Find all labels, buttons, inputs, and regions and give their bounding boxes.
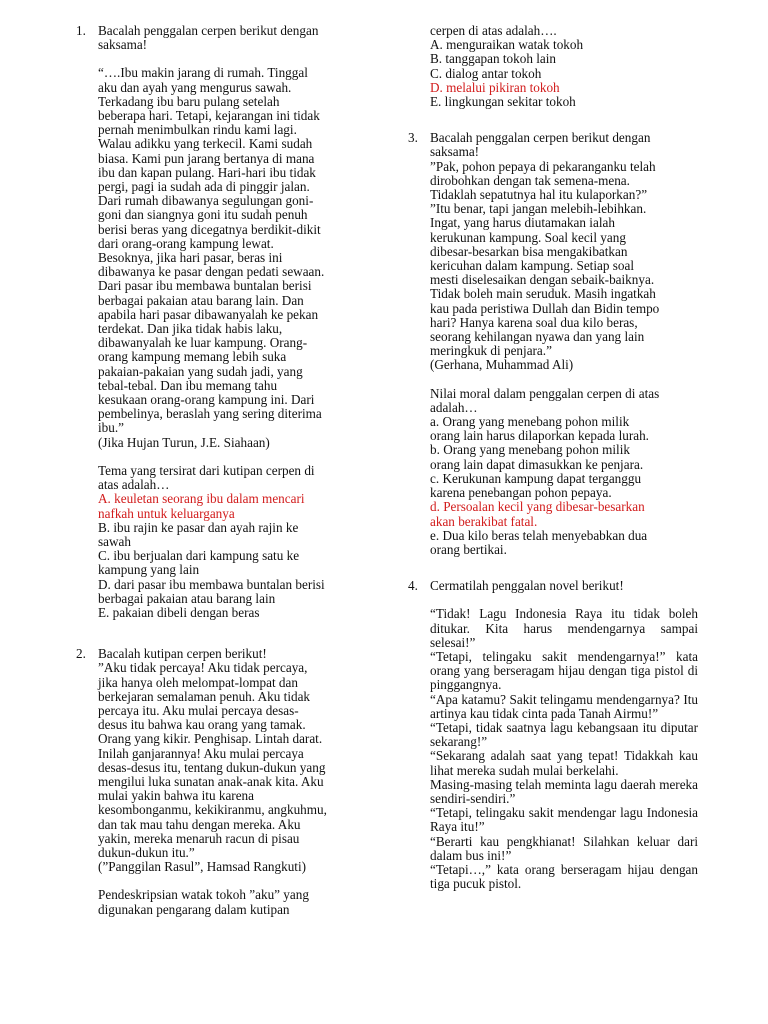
right-column xyxy=(408,24,698,891)
answer-option-e: E. pakaian dibeli dengan beras xyxy=(98,604,260,620)
question-2 xyxy=(76,647,366,917)
dialogue-line: “Tetapi…,” kata orang berseragam hijau dengan tiga pucuk pistol. xyxy=(430,861,698,892)
question-prompt: Bacalah penggalan cerpen berikut dengan saksama! xyxy=(98,23,319,53)
answer-option-e: E. lingkungan sekitar tokoh xyxy=(430,94,576,110)
question-number: 3. xyxy=(408,130,418,146)
answer-option-c: c. Kerukunan kampung dapat terganggu karena penebangan pohon pepaya. xyxy=(430,470,642,501)
story-passage: “….Ibu makin jarang di rumah. Tinggal aku dan ayah yang mengurus sawah. Terkadang ibu baru pulang setelah beberapa hari. Tetapi, kejarangan ini tidak pernah menimbulkan rindu kami lagi. Walau adikku yang terkecil. Kami sudah biasa. Kami pun jarang bertanya di mana ibu dan kapan pulang. Hari-hari ibu tidak pergi, pagi ia sudah ada di pinggir jalan. Dari rumah dibawanya segulungan goni- goni dan siangnya goni itu sudah penuh berisi beras yang dicegatnya berdikit-dikit dari orang-orang kampung lewat. Besoknya, jika hari pasar, beras ini dibawanya ke pasar dengan pedati sewaan. Dari pasar ibu membawa buntalan berisi berbagai pakaian atau barang lain. Dan apabila hari pasar dibawanyalah ke pekan terdekat. Dan jika tidak habis laku, dibawanyalah ke luar kampung. Orang- orang kampung memang lebih suka pakaian-pakaian yang sudah jadi, yang tebal-tebal. Dan ibu memang tahu kesukaan orang-orang kampung ini. Dari pembelinya, beraslah yang sering diterima ibu.” xyxy=(98,65,325,436)
answer-option-d: D. melalui pikiran tokoh xyxy=(430,79,560,95)
dialogue-line: “Berarti kau pengkhianat! Silahkan keluar dari dalam bus ini!” xyxy=(430,833,698,863)
passage-source: (Gerhana, Muhammad Ali) xyxy=(430,357,574,373)
answer-option-e: e. Dua kilo beras telah menyebabkan dua orang bertikai. xyxy=(430,527,648,557)
question-prompt: Cermatilah penggalan novel berikut! xyxy=(430,578,624,594)
question-text: cerpen di atas adalah…. xyxy=(430,23,557,38)
answer-option-a: A. keuletan seorang ibu dalam mencari nafkah untuk keluarganya xyxy=(98,491,305,521)
question-1 xyxy=(76,24,366,620)
answer-option-c: C. ibu berjualan dari kampung satu ke kampung yang lain xyxy=(98,548,300,578)
question-2-continued xyxy=(408,24,698,109)
dialogue-line: “Tetapi, telingaku sakit mendengar lagu Indonesia Raya itu!” xyxy=(430,805,698,835)
question-number: 4. xyxy=(408,578,418,594)
left-column xyxy=(76,24,366,917)
dialogue-line: “Tidak! Lagu Indonesia Raya itu tidak boleh ditukar. Kita harus mendengarnya sampai selesai!” xyxy=(430,606,698,650)
dialogue-line: “Sekarang adalah saat yang tepat! Tidakkah kau lihat mereka sudah mulai berkelahi. xyxy=(430,748,698,778)
question-prompt: Bacalah penggalan cerpen berikut dengan saksama! xyxy=(430,130,651,160)
dialogue-line: “Tetapi, tidak saatnya lagu kebangsaan itu diputar sekarang!” xyxy=(430,719,698,750)
question-number: 2. xyxy=(76,646,86,662)
answer-option-c: C. dialog antar tokoh xyxy=(430,65,542,81)
passage-source: (”Panggilan Rasul”, Hamsad Rangkuti) xyxy=(98,859,307,875)
dialogue-line: “Tetapi, telingaku sakit mendengarnya!” kata orang yang berseragam hijau dengan tiga pistol di pinggangnya. xyxy=(430,648,698,693)
question-text: Pendeskripsian watak tokoh ”aku” yang digunakan pengarang dalam kutipan xyxy=(98,887,309,917)
answer-option-b: b. Orang yang menebang pohon milik orang lain dapat dimasukkan ke penjara. xyxy=(430,442,644,472)
answer-option-b: B. ibu rajin ke pasar dan ayah rajin ke sawah xyxy=(98,519,299,549)
dialogue-line: Masing-masing telah meminta lagu daerah mereka sendiri-sendiri.” xyxy=(430,776,698,806)
answer-option-d: D. dari pasar ibu membawa buntalan berisi berbagai pakaian atau barang lain xyxy=(98,576,325,606)
answer-option-b: B. tanggapan tokoh lain xyxy=(430,51,556,67)
answer-option-d: d. Persoalan kecil yang dibesar-besarkan akan berakibat fatal. xyxy=(430,499,645,529)
answer-option-a: a. Orang yang menebang pohon milik orang lain harus dilaporkan kepada lurah. xyxy=(430,414,649,444)
dialogue-line: “Apa katamu? Sakit telingamu mendengarnya? Itu artinya kau tidak cinta pada Tanah Airmu!” xyxy=(430,691,698,721)
story-passage: ”Pak, pohon pepaya di pekaranganku telah dirobohkan dengan tak semena-mena. Tidaklah sepatutnya hal itu kulaporkan?” ”Itu benar, tapi jangan melebih-lebihkan. Ingat, yang harus diutamakan ialah kerukunan kampung. Soal kecil yang dibesar-besarkan bisa mengakibatkan kericuhan dalam kampung. Setiap soal mesti diselesaikan dengan sebaik-baiknya. Tidak boleh main seruduk. Masih ingatkah kau pada peristiwa Dullah dan Bidin tempo hari? Hanya karena soal dua kilo beras, seorang kehilangan nyawa dan yang lain meringkuk di penjara.” xyxy=(430,158,660,359)
answer-option-a: A. menguraikan watak tokoh xyxy=(430,37,584,53)
question-3 xyxy=(408,131,698,557)
question-text: Tema yang tersirat dari kutipan cerpen di atas adalah… xyxy=(98,462,315,493)
question-4 xyxy=(408,579,698,891)
question-prompt: Bacalah kutipan cerpen berikut! xyxy=(98,646,267,662)
story-passage: ”Aku tidak percaya! Aku tidak percaya, jika hanya oleh melompat-lompat dan berkejaran semalaman penuh. Aku tidak percaya itu. Aku mulai percaya desas- desus itu bahwa kau orang yang tamak. Orang yang kikir. Penghisap. Lintah darat. Inilah ganjarannya! Aku mulai percaya desas-desus itu, tentang dukun-dukun yang mengilui luka sunatan anak-anak kita. Aku mulai yakin bahwa itu karena kesombonganmu, kekikiranmu, angkuhmu, dan tak mau tahu dengan mereka. Aku yakin, mereka menaruh racun di pisau dukun-dukun itu.” xyxy=(98,660,327,860)
passage-source: (Jika Hujan Turun, J.E. Siahaan) xyxy=(98,434,270,450)
question-text: Nilai moral dalam penggalan cerpen di atas adalah… xyxy=(430,385,660,415)
question-number: 1. xyxy=(76,23,86,38)
